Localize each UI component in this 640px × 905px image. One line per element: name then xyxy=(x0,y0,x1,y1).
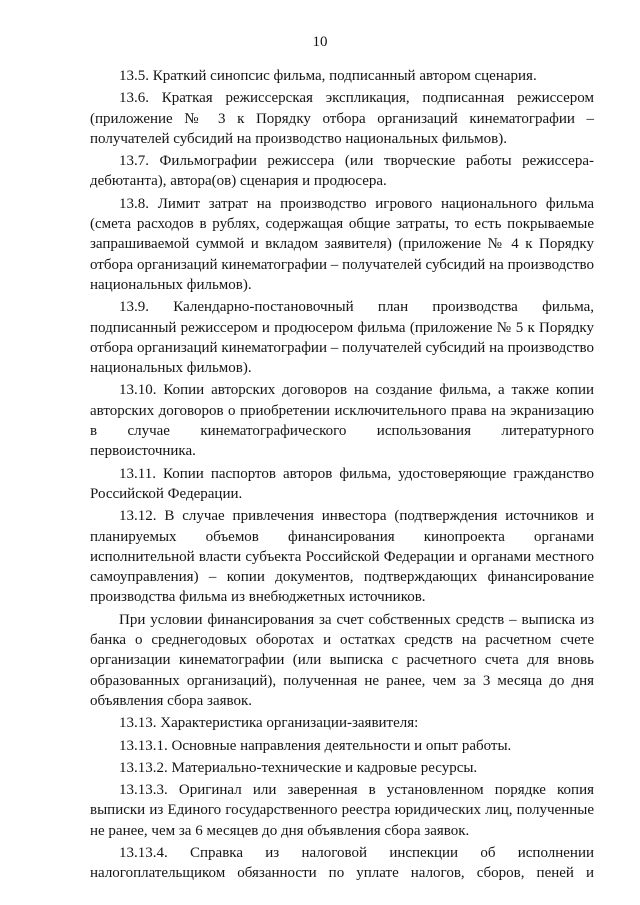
paragraph-own-funds: При условии финансирования за счет собственных средств – выписка из банка о среднегодовых оборотах и остатках средств на расчетном счете организации кинематографии (или выписка с расчетного счета для вновь образованных организаций), полученная не ранее, чем за 3 месяца до дня объявления сбора заявок. xyxy=(90,611,594,709)
paragraph-13-10: 13.10. Копии авторских договоров на создание фильма, а также копии авторских договоров о приобретении исключительного права на экранизацию в случае кинематографического использования литературного первоисточника. xyxy=(90,382,594,460)
page-number: 10 xyxy=(312,34,328,50)
paragraph-13-5: 13.5. Краткий синопсис фильма, подписанный автором сценария. xyxy=(119,68,537,84)
paragraph-13-13-2: 13.13.2. Материально-технические и кадровые ресурсы. xyxy=(119,759,478,776)
paragraph-13-12: 13.12. В случае привлечения инвестора (подтверждения источников и планируемых объемов финансирования кинопроекта органами исполнительной власти субъекта Российской Федерации и органами местного самоуправления) – копии документов, подтверждающих финансирование производства фильма из внебюджетных источников. xyxy=(90,508,594,606)
paragraph-13-6: 13.6. Краткая режиссерская экспликация, подписанная режиссером (приложение № 3 к Порядку отбора организаций кинематографии – получателей субсидий на производство национальных фильмов). xyxy=(90,90,594,147)
paragraph-13-13: 13.13. Характеристика организации-заявителя: xyxy=(119,715,419,732)
paragraph-13-11: 13.11. Копии паспортов авторов фильма, удостоверяющие гражданство Российской Федерации. xyxy=(90,465,594,502)
paragraph-13-7: 13.7. Фильмографии режиссера (или творческие работы режиссера-дебютанта), автора(ов) сценария и продюсера. xyxy=(90,153,594,190)
paragraph-13-13-1: 13.13.1. Основные направления деятельности и опыт работы. xyxy=(119,737,512,754)
paragraph-13-13-4: 13.13.4. Справка из налоговой инспекции об исполнении налогоплательщиком обязанности по уплате налогов, сборов, пеней и xyxy=(90,844,594,882)
paragraph-13-8: 13.8. Лимит затрат на производство игрового национального фильма (смета расходов в рублях, содержащая общие затраты, то есть покрываемые запрашиваемой суммой и вкладом заявителя) (приложение № 4 к Порядку отбора организаций кинематографии – получателей субсидий на производство национальных фильмов). xyxy=(90,195,594,293)
paragraph-13-13-3: 13.13.3. Оригинал или заверенная в установленном порядке копия выписки из Единого государственного реестра юридических лиц, полученные не ранее, чем за 6 месяцев до дня объявления сбора заявок. xyxy=(90,782,594,839)
document-body xyxy=(90,66,594,886)
paragraph-13-9: 13.9. Календарно-постановочный план производства фильма, подписанный режиссером и продюсером фильма (приложение № 5 к Порядку отбора организаций кинематографии – получателей субсидий на производство национальных фильмов). xyxy=(90,299,594,377)
